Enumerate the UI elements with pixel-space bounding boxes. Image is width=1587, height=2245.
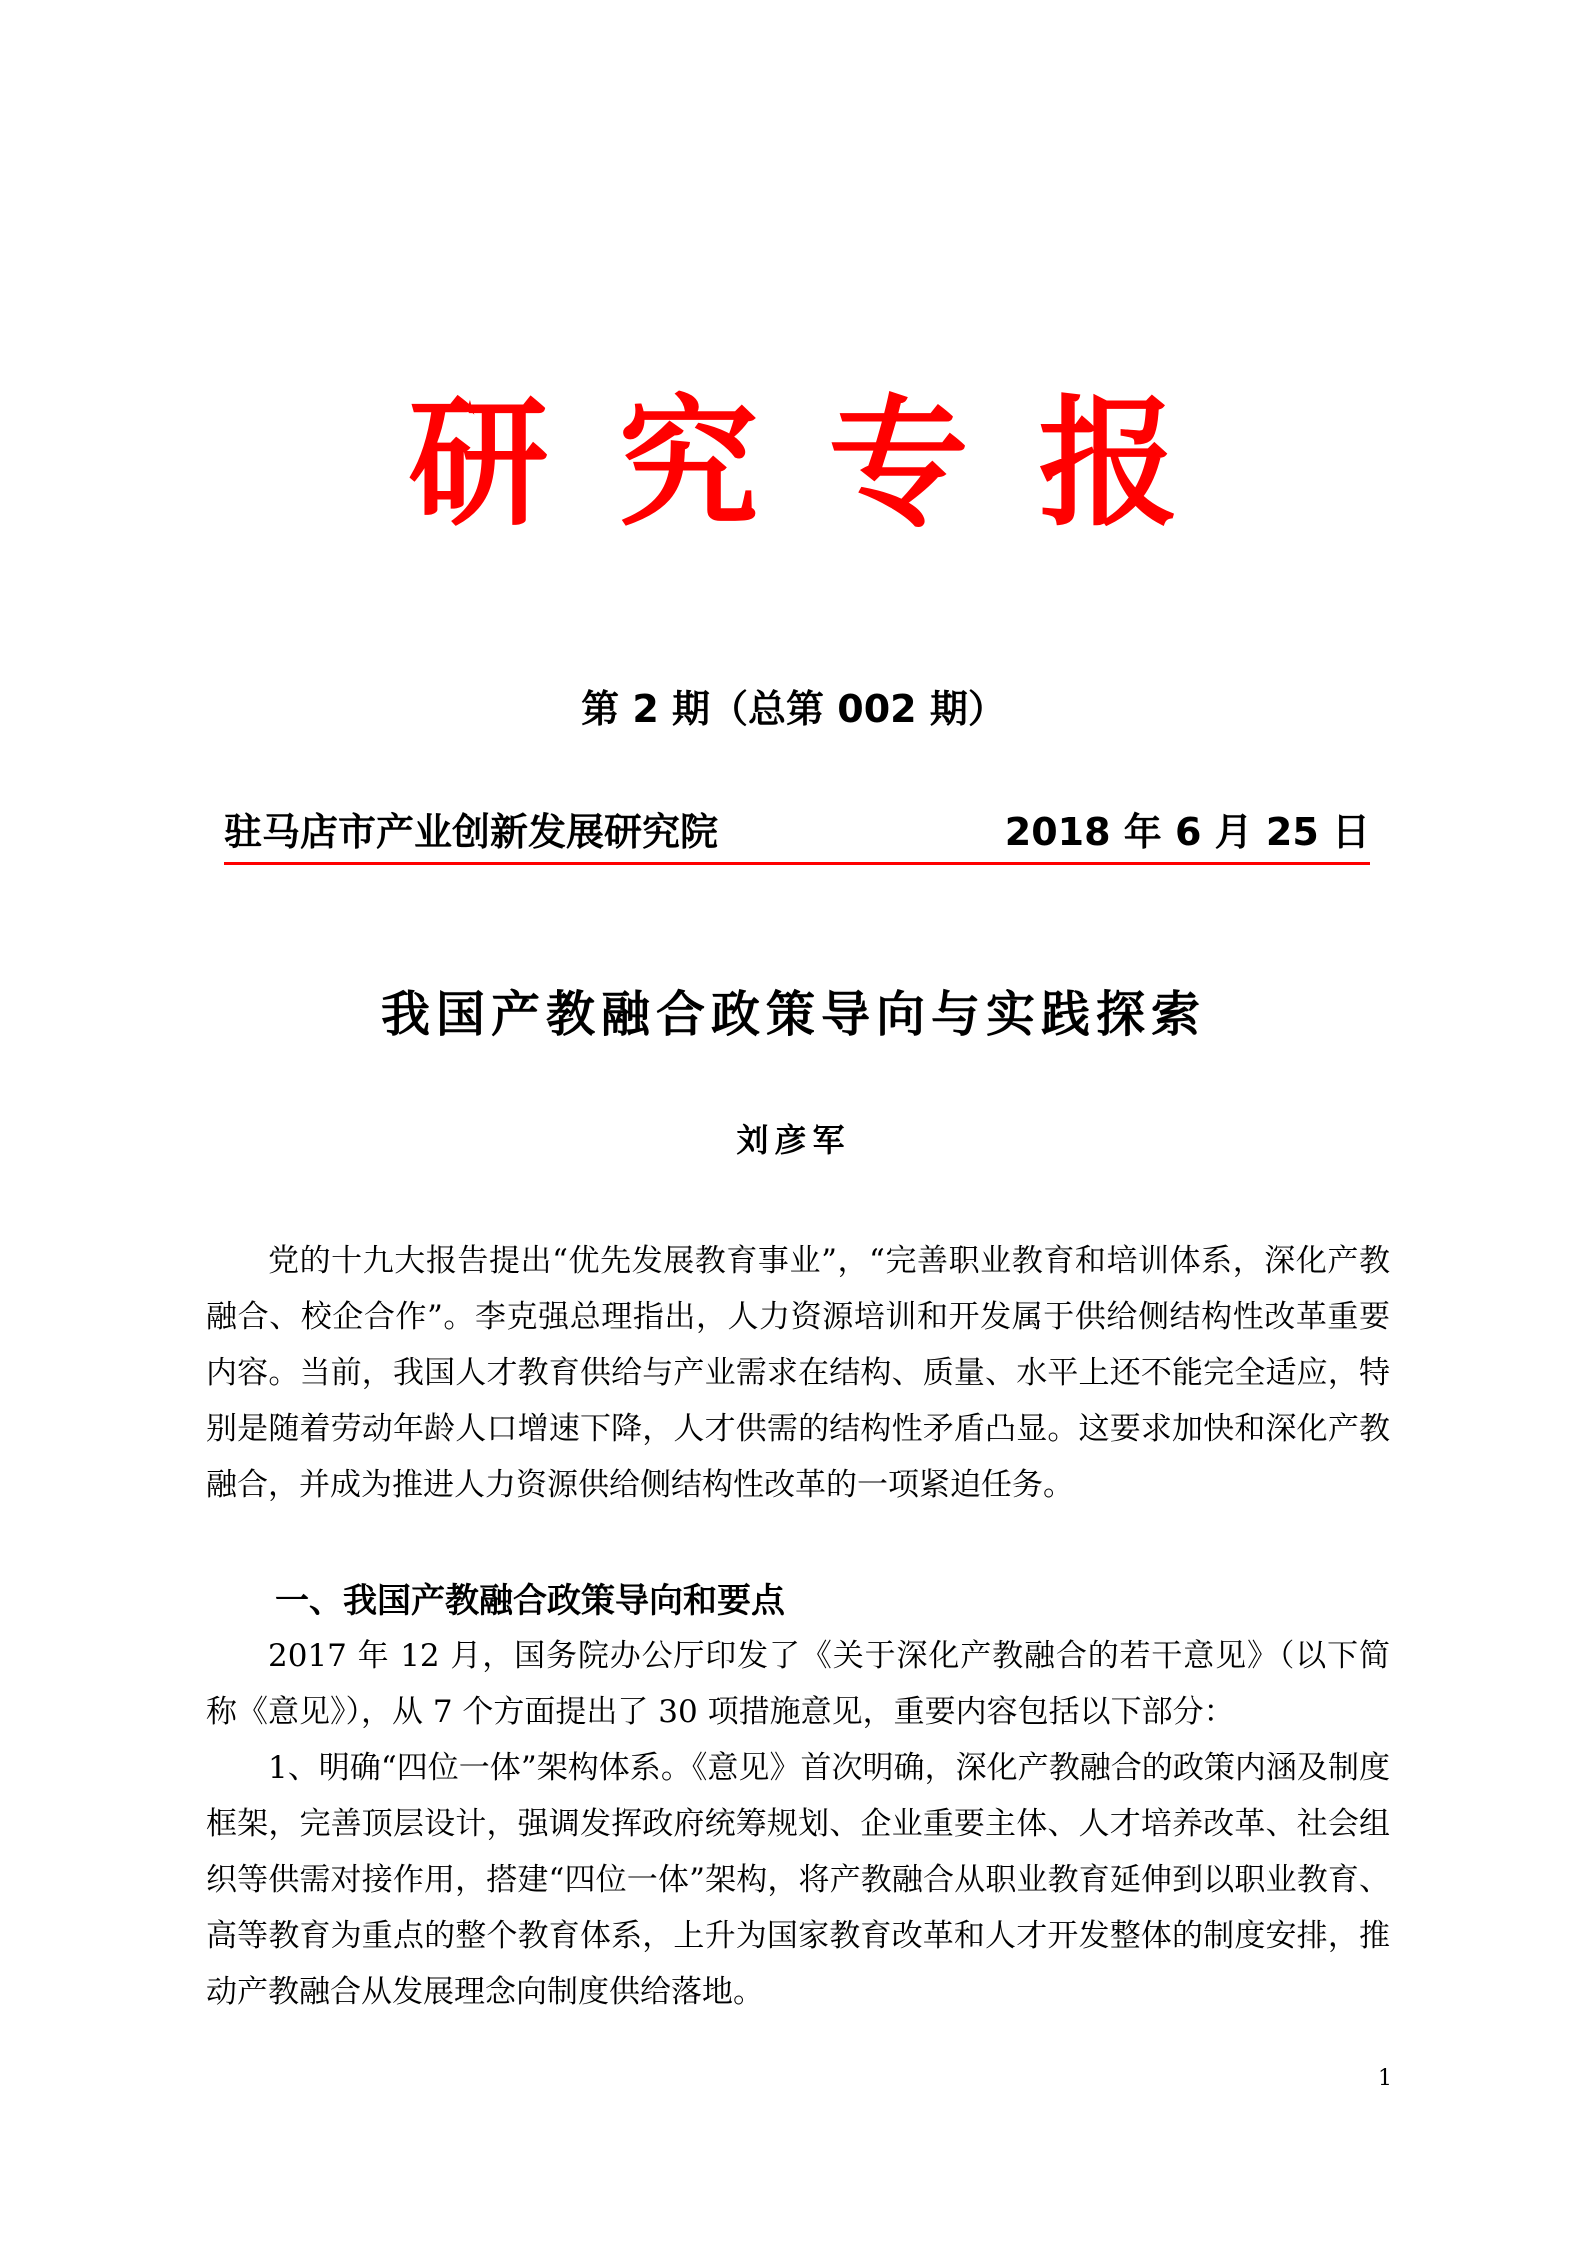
article-author: 刘彦军 [736, 1121, 851, 1159]
publish-date: 2018 年 6 月 25 日 [1004, 810, 1370, 854]
masthead-title: 研究专报 [408, 383, 1249, 546]
header-divider [224, 862, 1370, 865]
section-paragraph: 2017 年 12 月，国务院办公厅印发了《关于深化产教融合的若干意见》（以下简称《意见》），从 7 个方面提出了 30 项措施意见，重要内容包括以下部分： [206, 1638, 1390, 1730]
page-number: 1 [1378, 2066, 1392, 2091]
section-heading: 一、我国产教融合政策导向和要点 [275, 1581, 785, 1621]
issue-number: 第 2 期（总第 002 期） [581, 687, 1006, 731]
article-title: 我国产教融合政策导向与实践探索 [380, 985, 1206, 1043]
publisher-organization: 驻马店市产业创新发展研究院 [224, 810, 719, 854]
publisher-line [224, 808, 1370, 856]
section-paragraph: 1、明确“四位一体”架构体系。《意见》首次明确，深化产教融合的政策内涵及制度框架，完善顶层设计，强调发挥政府统筹规划、企业重要主体、人才培养改革、社会组织等供需对接作用，搭建“四位一体”架构，将产教融合从职业教育延伸到以职业教育、高等教育为重点的整个教育体系，上升为国家教育改革和人才开发整体的制度安排，推动产教融合从发展理念向制度供给落地。 [206, 1750, 1390, 2010]
intro-paragraph: 党的十九大报告提出“优先发展教育事业”，“完善职业教育和培训体系，深化产教融合、校企合作”。李克强总理指出，人力资源培训和开发属于供给侧结构性改革重要内容。当前，我国人才教育供给与产业需求在结构、质量、水平上还不能完全适应，特别是随着劳动年龄人口增速下降，人才供需的结构性矛盾凸显。这要求加快和深化产教融合，并成为推进人力资源供给侧结构性改革的一项紧迫任务。 [206, 1243, 1390, 1503]
